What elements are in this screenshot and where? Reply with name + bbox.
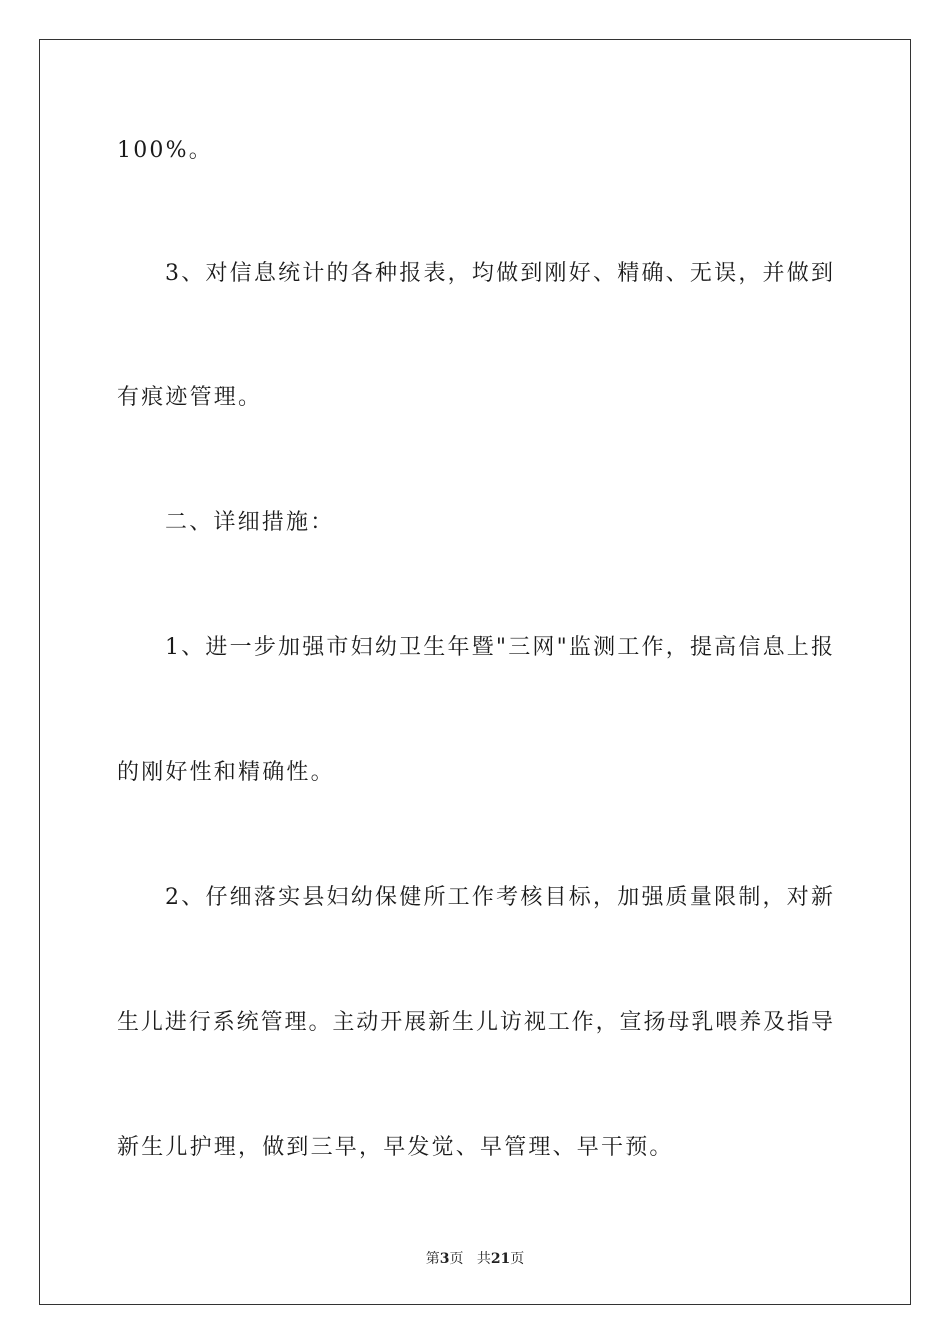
- text-line-6: 的刚好性和精确性。: [117, 760, 335, 785]
- text-line-9: 新生儿护理，做到三早，早发觉、早管理、早干预。: [117, 1135, 674, 1160]
- page-footer: [0, 1248, 950, 1268]
- footer-page-suffix: 页: [449, 1251, 464, 1267]
- text-line-1: 100%。: [117, 138, 213, 163]
- page-border: [39, 39, 911, 1305]
- footer-total-prefix: 共: [476, 1251, 491, 1267]
- section-heading: 二、详细措施：: [165, 510, 335, 535]
- text-line-5: 1、进一步加强市妇幼卫生年暨"三网"监测工作，提高信息上报: [165, 635, 833, 660]
- text-line-3: 有痕迹管理。: [117, 385, 263, 410]
- text-line-2: 3、对信息统计的各种报表，均做到刚好、精确、无误，并做到: [165, 261, 833, 286]
- footer-total-pages: 21: [490, 1251, 511, 1267]
- footer-page-prefix: 第: [425, 1251, 440, 1267]
- footer-total-suffix: 页: [510, 1251, 525, 1267]
- text-line-8: 生儿进行系统管理。主动开展新生儿访视工作，宣扬母乳喂养及指导: [117, 1010, 833, 1035]
- footer-page-number: 3: [439, 1251, 450, 1267]
- text-line-7: 2、仔细落实县妇幼保健所工作考核目标，加强质量限制，对新: [165, 885, 833, 910]
